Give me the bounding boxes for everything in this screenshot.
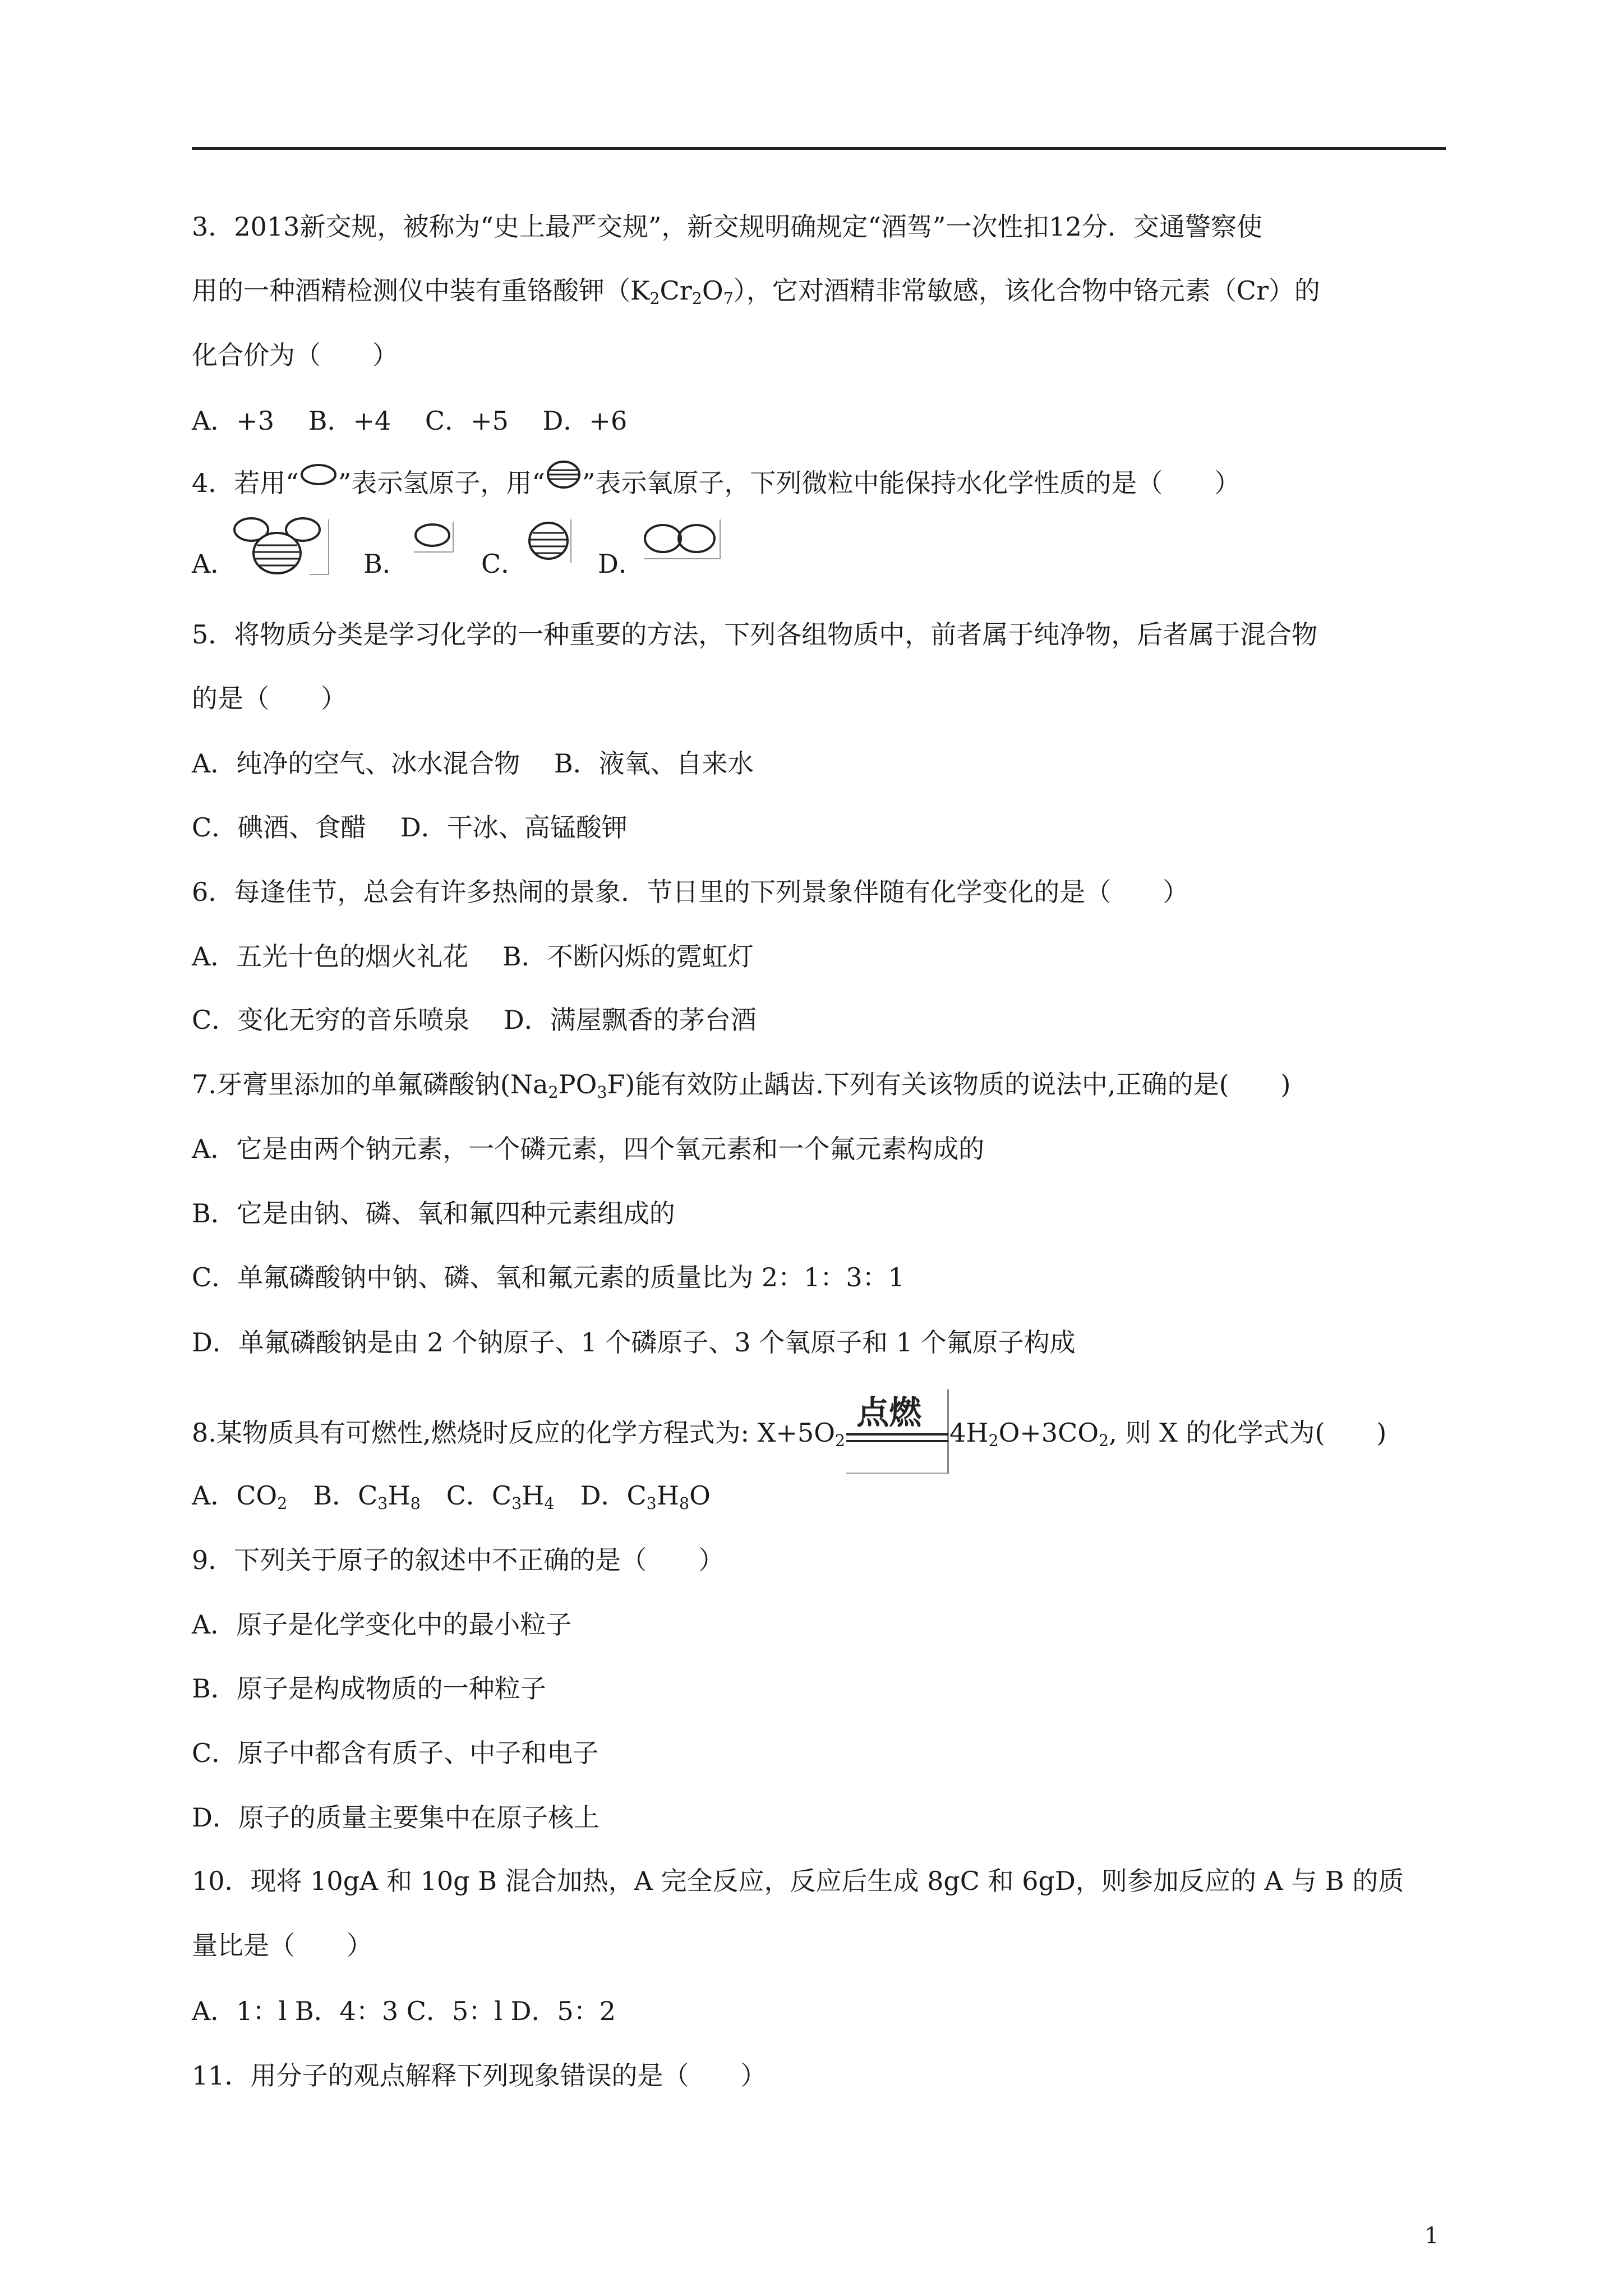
page-number: 1 <box>1424 2223 1439 2249</box>
q7-option-a: A．它是由两个钠元素，一个磷元素，四个氧元素和一个氟元素构成的 <box>192 1134 985 1164</box>
q9-option-a: A．原子是化学变化中的最小粒子 <box>192 1609 572 1640</box>
q3-line1: 3．2013新交规，被称为“史上最严交规”，新交规明确规定“酒驾”一次性扣12分．交通警察使 <box>192 211 1262 242</box>
hydrogen-atom-icon <box>299 462 338 487</box>
q7-option-d: D．单氟磷酸钠是由 2 个钠原子、1 个磷原子、3 个氧原子和 1 个氟原子构成 <box>192 1327 1076 1358</box>
q9-option-c: C．原子中都含有质子、中子和电子 <box>192 1738 599 1768</box>
condition-label: 点燃 <box>856 1393 922 1432</box>
q10-line2: 量比是（ ） <box>192 1930 372 1961</box>
header-rule <box>192 147 1446 150</box>
oxygen-atom-option-icon <box>526 517 573 565</box>
hydrogen-atom-option-icon <box>412 521 455 554</box>
reaction-condition <box>846 1389 948 1474</box>
q9-option-d: D．原子的质量主要集中在原子核上 <box>192 1802 600 1833</box>
q3-options: A．+3 B．+4 C．+5 D．+6 <box>192 406 628 436</box>
q8-stem: 8.某物质具有可燃性,燃烧时反应的化学方程式为: $X+5O_2$ 点燃 $4H_2O+3CO_2$, 则 X 的化学式为( ) <box>192 1393 1386 1477</box>
q5-line2: 的是（ ） <box>192 683 347 714</box>
q3-line3: 化合价为（ ） <box>192 340 398 370</box>
q5-options-ab: A．纯净的空气、冰水混合物 B．液氧、自来水 <box>192 748 754 779</box>
q3-line2: 用的一种酒精检测仪中装有重铬酸钾$(K_2Cr_2O_7)$，它对酒精非常敏感，该化合物中铬元素（Cr）的 <box>192 275 1320 308</box>
oxygen-atom-icon <box>545 459 582 490</box>
q10-line1: 10．现将 10gA 和 10g B 混合加热，A 完全反应，反应后生成 8gC 和 6gD，则参加反应的 A 与 B 的质 <box>192 1866 1404 1896</box>
q9-option-b: B．原子是构成物质的一种粒子 <box>192 1673 546 1704</box>
q7-option-b: B．它是由钠、磷、氧和氟四种元素组成的 <box>192 1198 675 1228</box>
hydrogen-molecule-icon <box>640 517 722 561</box>
q5-options-cd: C．碘酒、食醋 D．干冰、高锰酸钾 <box>192 812 628 843</box>
q9-line1: 9．下列关于原子的叙述中不正确的是（ ） <box>192 1545 725 1575</box>
q10-options: A．1：l B．4：3 C．5：l D．5：2 <box>192 1996 616 2026</box>
q6-line1: 6．每逢佳节，总会有许多热闹的景象．节日里的下列景象伴随有化学变化的是（ ） <box>192 877 1189 907</box>
q8-options: A．$CO_2$ B．$C_3H_8$ C．$C_3H_4$ D．$C_3H_8O$ <box>192 1480 711 1513</box>
q7-option-c: C．单氟磷酸钠中钠、磷、氧和氟元素的质量比为 2：1：3：1 <box>192 1262 905 1292</box>
q6-options-cd: C．变化无穷的音乐喷泉 D．满屋飘香的茅台酒 <box>192 1005 757 1035</box>
q5-line1: 5．将物质分类是学习化学的一种重要的方法，下列各组物质中，前者属于纯净物，后者属于混合物 <box>192 619 1318 650</box>
q6-options-ab: A．五光十色的烟火礼花 B．不断闪烁的霓虹灯 <box>192 941 754 972</box>
water-molecule-icon <box>231 516 332 578</box>
q11-line1: 11．用分子的观点解释下列现象错误的是（ ） <box>192 2060 767 2091</box>
q7-line1: 7.牙膏里添加的单氟磷酸钠$(Na_2PO_3F)$能有效防止龋齿.下列有关该物质的说法中,正确的是( ) <box>192 1069 1291 1102</box>
q4-stem: 4．若用“ ”表示氢原子，用“ ”表示氧原子，下列微粒中能保持水化学性质的是（ ） <box>192 470 1240 496</box>
